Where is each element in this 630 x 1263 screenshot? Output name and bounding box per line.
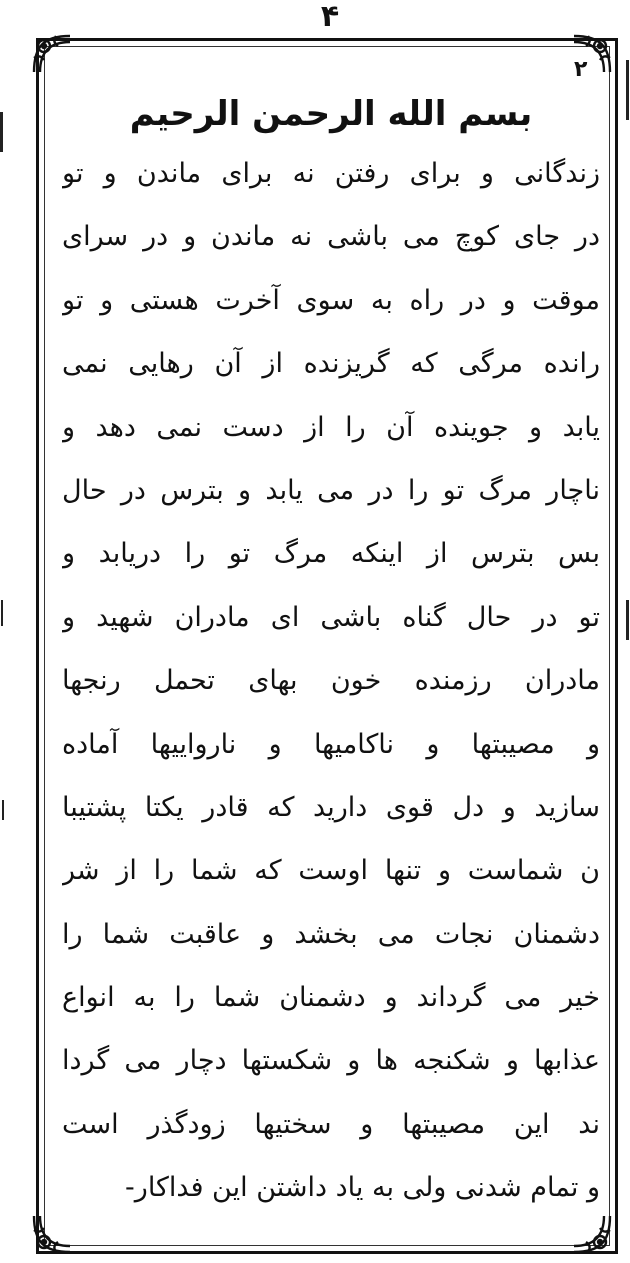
margin-mark-left — [0, 112, 3, 152]
text-line: و تمام شدنی ولی به یاد داشتن این فداکار- — [125, 1172, 600, 1204]
text-line: ن شماست و تنها اوست که شما را از شر — [62, 855, 600, 887]
margin-mark-right — [626, 60, 629, 120]
text-line: زندگانی و برای رفتن نه برای ماندن و تو — [62, 158, 600, 189]
margin-mark-left — [1, 600, 3, 626]
text-line: یابد و جوینده آن را از دست نمی دهد و — [62, 411, 600, 443]
text-line: سازید و دل قوی دارید که قادر یکتا پشتیبا — [62, 791, 600, 823]
handwritten-text-body — [62, 86, 600, 1220]
text-line: خیر می گرداند و دشمنان شما را به انواع — [62, 982, 600, 1014]
corner-page-number: ۲ — [574, 57, 588, 82]
text-line: مادران رزمنده خون بهای تحمل رنجها — [62, 665, 600, 697]
corner-ornament-icon — [30, 32, 74, 76]
margin-mark-left — [2, 800, 4, 820]
text-line: تو در حال گناه باشی ای مادران شهید و — [62, 601, 600, 633]
text-line: در جای کوچ می باشی نه ماندن و در سرای — [62, 221, 600, 253]
text-line: رانده مرگی که گریزنده از آن رهایی نمی — [62, 348, 600, 380]
page-number: ۴ — [320, 0, 340, 34]
text-line: و مصیبتها و ناکامیها و نارواییها آماده — [62, 728, 600, 760]
basmala-heading: بسم الله الرحمن الرحیم — [129, 94, 533, 134]
text-line: عذابها و شکنجه ها و شکستها دچار می گردا — [62, 1045, 600, 1077]
margin-mark-right — [626, 600, 629, 640]
text-line: ناچار مرگ تو را در می یابد و بترس در حال — [62, 474, 600, 506]
text-line: ند این مصیبتها و سختیها زودگذر است — [62, 1108, 600, 1140]
text-line: دشمنان نجات می بخشد و عاقبت شما را — [62, 918, 600, 950]
text-line: موقت و در راه به سوی آخرت هستی و تو — [62, 284, 600, 316]
text-line: بس بترس از اینکه مرگ تو را دریابد و — [62, 538, 600, 570]
